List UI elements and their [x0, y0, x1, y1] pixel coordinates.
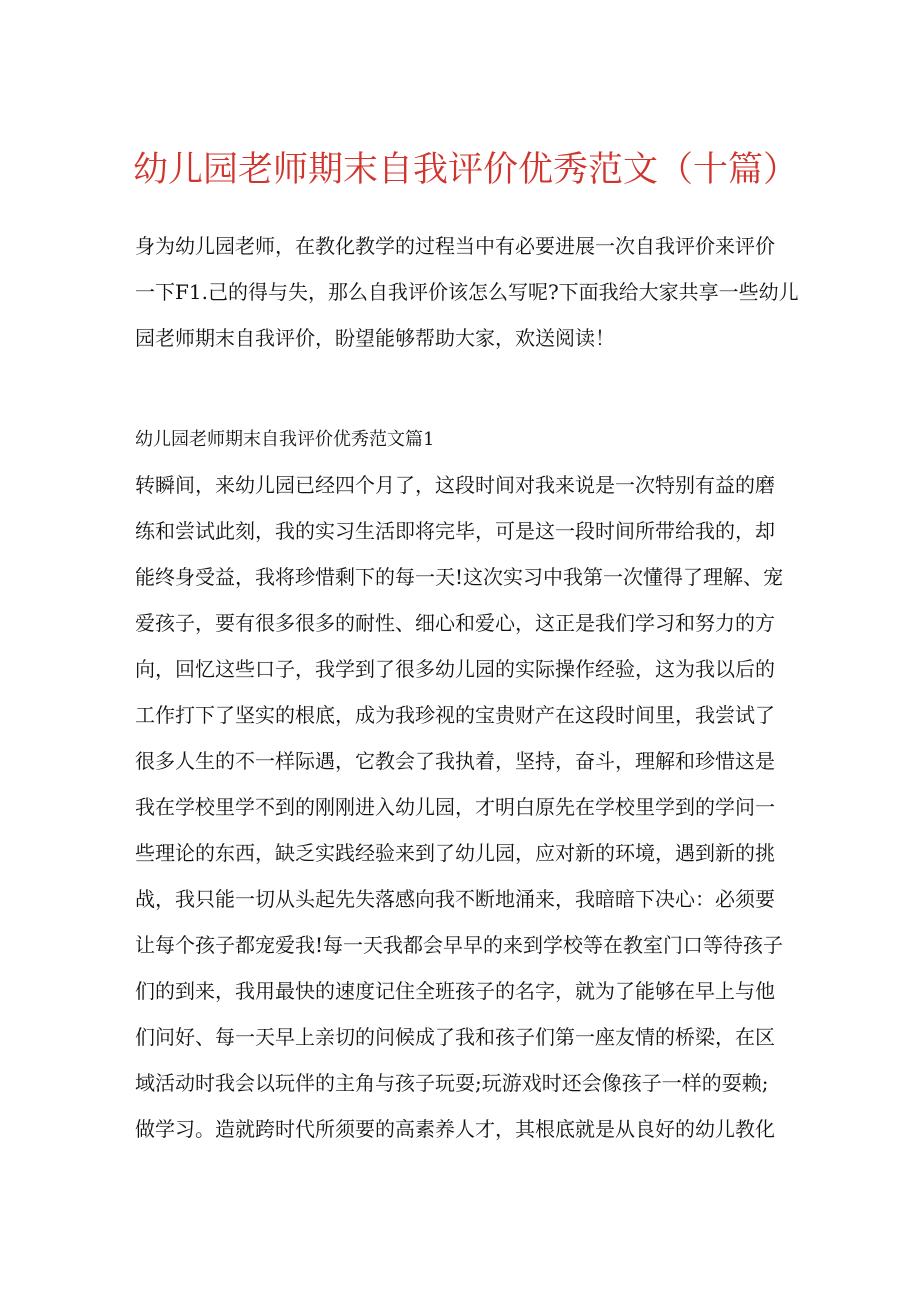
body-line: 们问好、每一天早上亲切的问候成了我和孩子们第一座友情的桥梁，在区 [135, 1025, 775, 1049]
body-line: 能终身受益，我将珍惜剩下的每一天!这次实习中我第一次懂得了理解、宠 [135, 565, 784, 589]
body-line: 工作打下了坚实的根底，成为我珍视的宝贵财产在这段时间里，我尝试了 [135, 703, 775, 727]
body-paragraph [135, 462, 795, 1152]
intro-line: 身为幼儿园老师，在教化教学的过程当中有必要进展一次自我评价来评价 [135, 234, 775, 258]
body-line: 爱孩子，要有很多很多的耐性、细心和爱心，这正是我们学习和努力的方 [135, 611, 775, 635]
body-line: 向，回忆这些口子，我学到了很多幼儿园的实际操作经验，这为我以后的 [135, 657, 775, 681]
body-line: 们的到来，我用最快的速度记住全班孩子的名字，就为了能够在早上与他 [135, 979, 775, 1003]
intro-paragraph [135, 223, 799, 361]
body-line: 练和尝试此刻，我的实习生活即将完毕，可是这一段时间所带给我的，却 [135, 519, 775, 543]
body-line: 些理论的东西，缺乏实践经验来到了幼儿园，应对新的环境，遇到新的挑 [135, 841, 775, 865]
body-line: 很多人生的不一样际遇，它教会了我执着，坚持，奋斗，理解和珍惜这是 [135, 749, 775, 773]
body-line: 域活动时我会以玩伴的主角与孩子玩耍;玩游戏时还会像孩子一样的耍赖; [135, 1071, 769, 1095]
intro-line: 一下F1.己的得与失，那么自我评价该怎么写呢?下面我给大家共享一些幼儿 [135, 280, 799, 304]
section-heading: 幼儿园老师期末自我评价优秀范文篇1 [135, 429, 435, 450]
body-line: 做学习。造就跨时代所须要的高素养人才，其根底就是从良好的幼儿教化 [135, 1117, 775, 1141]
intro-line: 园老师期末自我评价，盼望能够帮助大家，欢送阅读！ [135, 326, 615, 350]
body-line: 转瞬间，来幼儿园已经四个月了，这段时间对我来说是一次特别有益的磨 [135, 473, 775, 497]
body-line: 让每个孩子都宠爱我!每一天我都会早早的来到学校等在教室门口等待孩子 [135, 933, 784, 957]
body-line: 战，我只能一切从头起先失落感向我不断地涌来，我暗暗下决心：必须要 [135, 887, 775, 911]
body-line: 我在学校里学不到的刚刚进入幼儿园，才明白原先在学校里学到的学问一 [135, 795, 775, 819]
document-title: 幼儿园老师期末自我评价优秀范文（十篇） [133, 150, 799, 190]
